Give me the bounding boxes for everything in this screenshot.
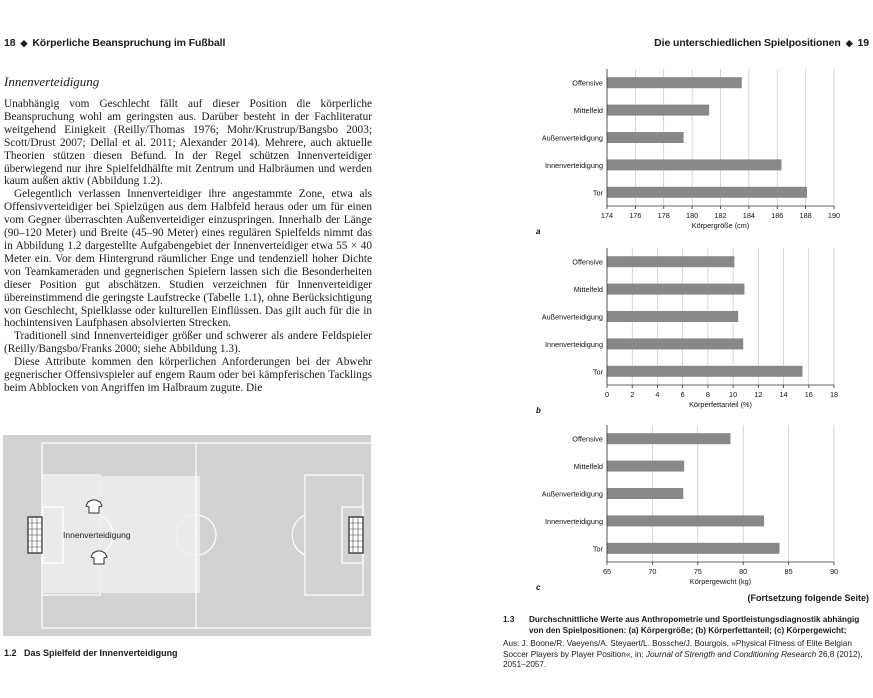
category-label: Außenverteidigung [541,312,603,322]
category-label: Offensive [572,434,603,444]
tick-label: 182 [714,211,727,220]
separator-diamond-icon: ◆ [845,38,853,48]
category-label: Tor [592,367,603,377]
bar [607,543,780,554]
zone-label: Innenverteidigung [63,530,131,540]
figure-caption-1-2 [4,648,178,658]
category-label: Innenverteidigung [544,339,603,349]
right-running-header [654,37,869,49]
bar [607,433,730,444]
bar [607,105,709,116]
category-label: Außenverteidigung [541,133,603,143]
chart-a [500,65,870,237]
source-journal: Journal of Strength and Conditioning Research [645,649,817,659]
tick-label: 90 [829,567,839,576]
source-prefix: Aus: J. Boone/R. Vaeyens/A. Steyaert/L. Bossche/J. Bourgois, »Physical Fitness of Elite Belgian Soccer Players by Player Position«, in: [503,639,852,659]
caption-source [503,639,869,671]
tick-label: 80 [739,567,748,576]
bar [607,284,744,295]
chart-a-svg [500,65,870,237]
tick-label: 6 [680,390,685,399]
section-title: Innenverteidigung [4,74,100,89]
x-axis-label: Körperfettanteil (%) [689,400,752,409]
caption-text: Das Spielfeld der Innenverteidigung [24,648,178,658]
caption-number: 1.2 [4,648,17,658]
tick-label: 176 [629,211,642,220]
paragraph: Unabhängig vom Geschlecht fällt auf dieser Position die körperliche Beanspruchung wohl am geringsten aus. Darüber besteht in der Fachliteratur weitgehend Einigkeit (Reilly/Thomas 1976; Mohr/Krustrup/Bangsbo 2003; Scott/Drust 2007; Dellal et al. 2011; Alexander 2014). Mehrere, auch aktuelle Theorien stützen diesen Befund. In der Regel schützen Innenverteidiger überwiegend nur ihre Spielfeldhälfte mit Zentrum und Halbräumen und werden kaum außen aktiv (Abbildung 1.2). [4,98,372,188]
bar [607,366,802,377]
bar [607,311,738,322]
panel-label: c [536,583,541,592]
bar [607,256,734,267]
category-label: Mittelfeld [573,285,603,295]
chart-b-svg [500,244,870,416]
continuation-note: (Fortsetzung folgende Seite) [747,593,869,603]
tick-label: 2 [630,390,635,399]
body-text [4,98,372,395]
goal-right [349,517,363,553]
tick-label: 85 [784,567,793,576]
panel-label: b [536,406,541,415]
tick-label: 8 [705,390,710,399]
tick-label: 12 [754,390,763,399]
source-suffix: 26,8 (2012), 2051–2057. [503,649,863,669]
tick-label: 4 [655,390,660,399]
category-label: Mittelfeld [573,106,603,116]
soccer-field-figure [3,435,371,636]
category-label: Tor [592,544,603,554]
chart-c [500,421,870,593]
category-label: Mittelfeld [573,462,603,472]
soccer-field-svg [3,435,371,636]
left-page-number: 18 [4,37,16,49]
category-label: Offensive [572,78,603,88]
tick-label: 10 [729,390,738,399]
goal-left [28,517,42,553]
right-header-title: Die unterschiedlichen Spielpositionen [654,37,841,49]
bar [607,77,742,88]
caption-number: 1.3 [503,615,515,624]
paragraph: Diese Attribute kommen den körperlichen Anforderungen bei der Abwehr gegnerischer Offensivspieler auf engem Raum oder bei kämpferischen Tacklings beim Abblocken von Angriffen im Halbraum zugute. Die [4,356,372,394]
tick-label: 180 [686,211,699,220]
tick-label: 70 [648,567,657,576]
chart-c-svg [500,421,870,593]
figure-caption-1-3 [503,615,869,671]
left-running-header [4,37,225,49]
panel-label: a [536,227,541,236]
bar [607,515,764,526]
category-label: Innenverteidigung [544,160,603,170]
x-axis-label: Körpergröße (cm) [691,221,750,230]
tick-label: 178 [657,211,670,220]
category-label: Offensive [572,257,603,267]
category-label: Innenverteidigung [544,516,603,526]
tick-label: 16 [804,390,813,399]
separator-diamond-icon: ◆ [20,38,28,48]
tick-label: 0 [604,390,610,399]
left-header-title: Körperliche Beanspruchung im Fußball [32,37,226,49]
category-label: Tor [592,188,603,198]
paragraph: Gelegentlich verlassen Innenverteidiger ihre angestammte Zone, etwa als Offensivverteidiger bei Spielzügen aus dem Halbfeld heraus oder um für einen vom Gegner überraschten Außenverteidiger einzuspringen. Innerhalb der Länge (90–120 Meter) und Breite (45–90 Meter) eines regulären Spielfelds nimmt das in Abbildung 1.2 dargestellte Aufgabengebiet der Innenverteidiger etwa 55 × 40 Meter ein. Vor dem Hintergrund räumlicher Enge und tendenziell hoher Dichte von Teamkameraden und gegnerischen Spielern lassen sich die Besonderheiten dieser Position gut abschätzen. Studien verzeichnen für Innenverteidiger übereinstimmend die geringste Laufstrecke (Tabelle 1.1), ohne Berücksichtigung von Geschlecht, Spielklasse oder kulturellen Einflüssen. Das gilt auch für die in hochintensiven Laufphasen absolvierten Strecken. [4,188,372,330]
tick-label: 14 [779,390,788,399]
tick-label: 65 [602,567,612,576]
tick-label: 188 [799,211,812,220]
caption-text: Durchschnittliche Werte aus Anthropometrie und Sportleistungsdiagnostik abhängig von den Spielpositionen: (a) Körpergröße; (b) Körperfettanteil; (c) Körpergewicht; [529,615,860,635]
category-label: Außenverteidigung [541,489,603,499]
tick-label: 75 [693,567,702,576]
bar [607,132,684,143]
bar [607,338,743,349]
tick-label: 184 [742,211,755,220]
x-axis-label: Körpergewicht (kg) [689,577,752,586]
tick-label: 18 [829,390,839,399]
tick-label: 186 [771,211,784,220]
bar [607,187,807,198]
chart-b [500,244,870,416]
bar [607,461,684,472]
tick-label: 174 [600,211,614,220]
bar [607,159,782,170]
tick-label: 190 [827,211,841,220]
bar [607,488,683,499]
right-page-number: 19 [857,37,869,49]
paragraph: Traditionell sind Innenverteidiger größer und schwerer als andere Feldspieler (Reilly/Bangsbo/Franks 2000; siehe Abbildung 1.3). [4,330,372,356]
